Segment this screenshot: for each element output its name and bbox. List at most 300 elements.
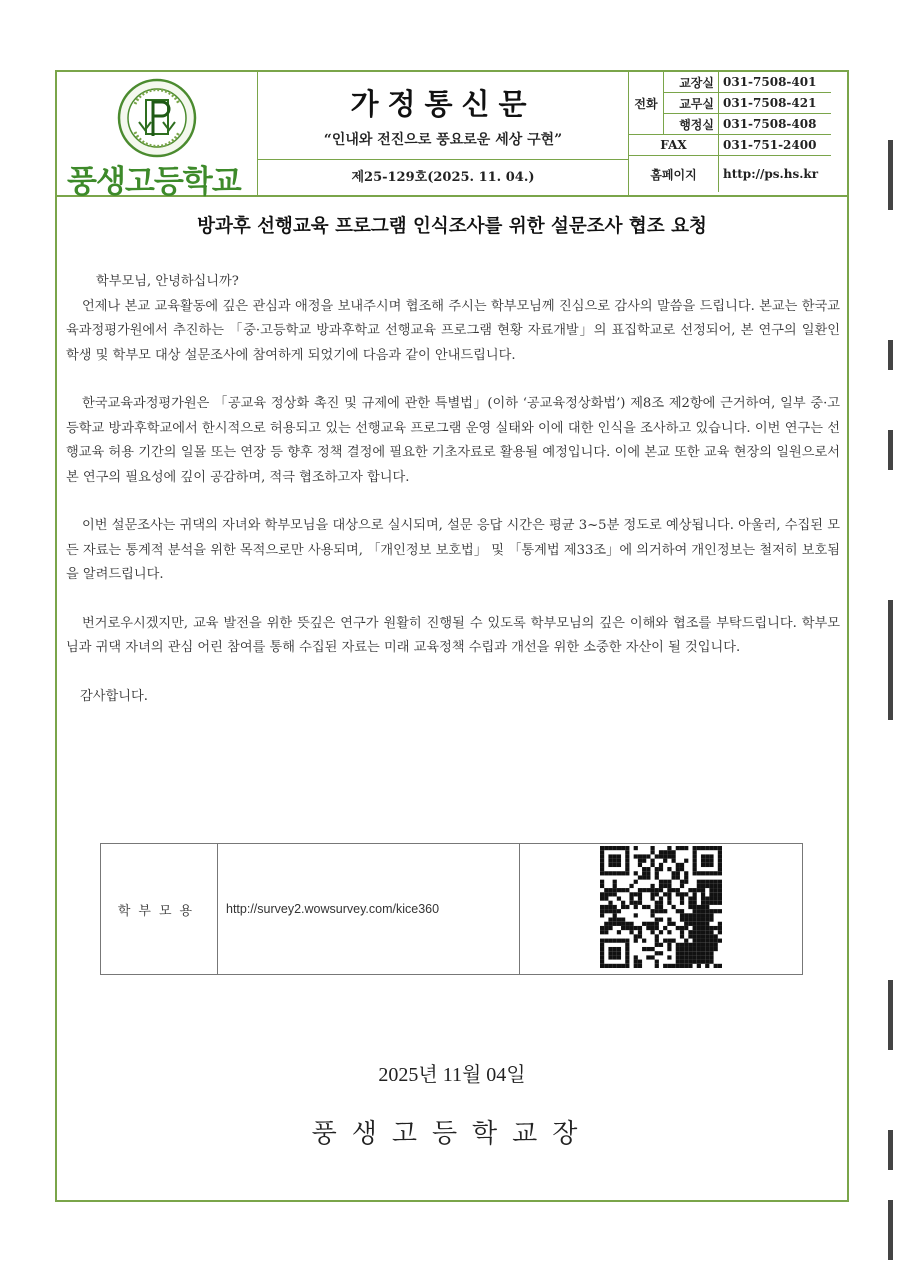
qr-module [667,930,671,934]
qr-module [625,943,629,947]
qr-module [608,918,612,922]
qr-module [604,964,608,968]
qr-module [718,909,722,913]
qr-module [676,892,680,896]
qr-module [693,926,697,930]
qr-module [655,909,659,913]
qr-module [659,880,663,884]
qr-module [684,913,688,917]
qr-module [613,951,617,955]
qr-module [608,888,612,892]
qr-module [629,901,633,905]
qr-module [697,934,701,938]
qr-module [650,863,654,867]
qr-module [705,939,709,943]
qr-module [680,926,684,930]
qr-module [642,854,646,858]
qr-module [663,854,667,858]
qr-module [617,888,621,892]
qr-module [667,947,671,951]
qr-module [625,871,629,875]
qr-module [613,955,617,959]
qr-module [701,909,705,913]
qr-module [676,943,680,947]
qr-module [705,884,709,888]
qr-module [638,863,642,867]
qr-module [684,871,688,875]
qr-module [608,892,612,896]
qr-module [672,854,676,858]
school-emblem-icon [115,78,199,158]
qr-module [667,943,671,947]
qr-module [663,884,667,888]
qr-module [701,863,705,867]
qr-module [680,947,684,951]
qr-module [701,918,705,922]
qr-module [646,955,650,959]
qr-module [709,960,713,964]
qr-module [701,926,705,930]
qr-module [709,854,713,858]
qr-module [714,901,718,905]
qr-module [709,909,713,913]
qr-module [655,939,659,943]
title-cell [258,72,628,160]
qr-module [642,905,646,909]
qr-module [600,880,604,884]
qr-module [600,905,604,909]
qr-module [634,854,638,858]
qr-module [655,943,659,947]
qr-module [646,947,650,951]
qr-module [693,960,697,964]
qr-module [693,901,697,905]
qr-module [705,854,709,858]
qr-module [688,960,692,964]
qr-module [676,960,680,964]
qr-module [650,850,654,854]
qr-module [680,863,684,867]
qr-module [667,846,671,850]
qr-module [625,859,629,863]
qr-module [655,964,659,968]
qr-module [650,896,654,900]
qr-module [676,867,680,871]
issue-number: 제25-129호(2025. 11. 04.) [351,170,535,185]
qr-module [613,922,617,926]
qr-module [608,964,612,968]
qr-module [600,926,604,930]
qr-module [709,888,713,892]
qr-module [650,846,654,850]
qr-module [693,854,697,858]
qr-module [621,939,625,943]
qr-module [600,846,604,850]
qr-module [604,922,608,926]
qr-module [709,913,713,917]
qr-module [617,854,621,858]
qr-module [680,934,684,938]
qr-module [680,901,684,905]
qr-module [621,905,625,909]
qr-module [613,880,617,884]
qr-module [705,947,709,951]
qr-module [697,905,701,909]
document-body [66,270,840,709]
qr-module [680,846,684,850]
qr-module [680,955,684,959]
qr-module [705,943,709,947]
qr-module [714,926,718,930]
qr-module [646,875,650,879]
qr-module [629,922,633,926]
qr-module [663,850,667,854]
qr-module [697,884,701,888]
qr-module [600,939,604,943]
qr-module [617,955,621,959]
qr-module [604,871,608,875]
qr-module [604,926,608,930]
qr-module [718,892,722,896]
qr-module [608,901,612,905]
qr-module [608,947,612,951]
qr-module [718,930,722,934]
qr-module [625,846,629,850]
qr-module [629,896,633,900]
qr-code-icon[interactable] [600,846,722,968]
qr-module [629,926,633,930]
qr-module [642,947,646,951]
qr-module [697,909,701,913]
qr-module [621,846,625,850]
school-logo-cell [57,72,258,200]
contact-info [628,72,848,195]
qr-module [672,888,676,892]
qr-module [705,913,709,917]
qr-module [638,892,642,896]
qr-module [688,913,692,917]
qr-module [684,939,688,943]
qr-module [650,922,654,926]
qr-module [718,850,722,854]
qr-module [701,888,705,892]
qr-module [693,892,697,896]
phone-group-label: 전화 [629,72,664,135]
qr-module [672,922,676,926]
qr-module [646,922,650,926]
qr-module [625,863,629,867]
qr-module [608,909,612,913]
qr-module [642,871,646,875]
qr-module [659,888,663,892]
qr-module [613,846,617,850]
qr-module [714,871,718,875]
qr-module [625,955,629,959]
qr-module [697,880,701,884]
qr-module [638,854,642,858]
qr-module [634,905,638,909]
qr-module [680,913,684,917]
qr-module [638,859,642,863]
qr-module [693,888,697,892]
qr-module [693,909,697,913]
qr-module [693,867,697,871]
qr-module [634,913,638,917]
qr-module [667,918,671,922]
qr-module [600,947,604,951]
school-motto: “인내와 전진으로 풍요로운 세상 구현” [323,132,563,148]
qr-module [634,871,638,875]
qr-module [621,918,625,922]
qr-module [608,951,612,955]
school-name: 풍생고등학교 [67,164,241,200]
qr-module [638,960,642,964]
qr-module [617,918,621,922]
qr-module [634,846,638,850]
qr-module [701,934,705,938]
qr-module [701,901,705,905]
qr-module [697,918,701,922]
qr-module [625,939,629,943]
qr-module [617,896,621,900]
qr-module [709,951,713,955]
qr-module [693,850,697,854]
qr-module [600,909,604,913]
qr-module [705,930,709,934]
qr-module [680,918,684,922]
homepage-label: 홈페이지 [629,156,719,193]
qr-module [659,896,663,900]
qr-module [684,892,688,896]
qr-module [672,859,676,863]
qr-module [634,960,638,964]
qr-module [604,909,608,913]
qr-module [684,875,688,879]
qr-module [705,922,709,926]
qr-module [709,871,713,875]
qr-module [659,901,663,905]
qr-module [701,951,705,955]
qr-module [697,888,701,892]
qr-module [659,909,663,913]
qr-module [701,846,705,850]
qr-module [617,951,621,955]
qr-module [688,896,692,900]
qr-module [709,939,713,943]
qr-module [718,863,722,867]
qr-module [659,943,663,947]
qr-module [655,854,659,858]
qr-module [684,964,688,968]
qr-module [613,905,617,909]
qr-module [701,960,705,964]
qr-module [718,964,722,968]
qr-module [617,939,621,943]
qr-module [663,909,667,913]
body-paragraph: 한국교육과정평가원은 「공교육 정상화 촉진 및 규제에 관한 특별법」(이하 ‘공교육정상화법’) 제8조 제2항에 근거하여, 일부 중·고등학교 방과후학교에서 한시적으로 허용되고 있는 선행교육 프로그램 운영 실태와 이에 대한 인식을 조사하고 있습니다. 이번 연구는 선행교육 허용 기간의 일몰 또는 연장 등 향후 정책 결정에 필요한 기초자료로 활용될 예정입니다. 이에 본교 또한 교육 현장의 일원으로서 본 연구의 필요성에 깊이 공감하며, 적극 협조하고자 합니다. [66,396,840,485]
qr-module [634,880,638,884]
qr-module [701,943,705,947]
qr-module [714,909,718,913]
qr-module [718,846,722,850]
qr-module [701,947,705,951]
qr-module [684,960,688,964]
qr-module [718,922,722,926]
qr-module [718,859,722,863]
qr-module [688,918,692,922]
qr-module [604,930,608,934]
qr-module [613,863,617,867]
qr-module [600,867,604,871]
qr-module [646,926,650,930]
qr-module [684,951,688,955]
qr-module [697,922,701,926]
contact-label: 교무실 [664,93,719,114]
qr-module [714,939,718,943]
qr-module [638,901,642,905]
qr-module [659,867,663,871]
qr-module [718,884,722,888]
qr-module [663,964,667,968]
qr-module [608,846,612,850]
qr-module [705,880,709,884]
qr-module [693,922,697,926]
qr-module [655,951,659,955]
qr-module [693,955,697,959]
qr-module [629,884,633,888]
body-paragraph: 언제나 본교 교육활동에 깊은 관심과 애정을 보내주시며 협조해 주시는 학부모님께 진심으로 감사의 말씀을 드립니다. 본교는 한국교육과정평가원에서 추진하는 「중·고등학교 방과후학교 선행교육 프로그램 현황 자료개발」의 표집학교로 선정되어, 본 연구의 일환인 학생 및 학부모 대상 설문조사에 참여하게 되었기에 다음과 같이 안내드립니다. [66,298,840,363]
qr-module [693,951,697,955]
qr-module [705,901,709,905]
qr-module [714,888,718,892]
qr-module [680,892,684,896]
qr-module [655,892,659,896]
qr-module [650,926,654,930]
qr-module [600,951,604,955]
qr-module [650,947,654,951]
qr-module [621,871,625,875]
qr-module [667,955,671,959]
qr-cell [520,844,803,975]
qr-module [709,955,713,959]
qr-module [676,955,680,959]
qr-module [705,951,709,955]
qr-module [659,854,663,858]
qr-module [617,846,621,850]
qr-module [650,909,654,913]
qr-module [672,871,676,875]
qr-module [625,951,629,955]
qr-module [650,884,654,888]
qr-module [680,960,684,964]
qr-module [638,964,642,968]
qr-module [701,871,705,875]
qr-module [705,934,709,938]
qr-module [705,926,709,930]
qr-module [600,871,604,875]
qr-module [693,913,697,917]
closing-thanks: 감사합니다. [80,688,148,704]
qr-module [684,947,688,951]
survey-url-link[interactable]: http://survey2.wowsurvey.com/kice360 [218,844,520,975]
qr-module [709,930,713,934]
qr-module [684,859,688,863]
qr-module [688,947,692,951]
qr-module [608,939,612,943]
qr-module [688,943,692,947]
qr-module [701,854,705,858]
qr-module [600,964,604,968]
qr-module [638,888,642,892]
qr-module [617,922,621,926]
qr-module [693,905,697,909]
qr-module [697,871,701,875]
homepage-link[interactable]: http://ps.hs.kr [719,156,832,193]
qr-module [697,960,701,964]
qr-module [709,892,713,896]
qr-module [613,859,617,863]
qr-module [634,939,638,943]
qr-module [701,939,705,943]
qr-module [701,913,705,917]
contact-number: 031-7508-401 [719,72,832,93]
qr-module [608,863,612,867]
qr-module [621,888,625,892]
qr-module [714,846,718,850]
qr-module [714,943,718,947]
qr-module [642,875,646,879]
qr-module [676,863,680,867]
greeting: 학부모님, 안녕하십니까? [96,274,239,289]
qr-module [676,871,680,875]
qr-module [680,951,684,955]
qr-module [600,913,604,917]
qr-module [701,884,705,888]
body-paragraph: 번거로우시겠지만, 교육 발전을 위한 뜻깊은 연구가 원활히 진행될 수 있도록 학부모님의 깊은 이해와 협조를 부탁드립니다. 학부모님과 귀댁 자녀의 관심 어린 참여를 통해 수집된 자료는 미래 교육정책 수립과 개선을 위한 소중한 자산이 될 것입니다. [66,615,840,655]
qr-module [697,926,701,930]
qr-module [705,905,709,909]
qr-module [659,863,663,867]
qr-module [634,955,638,959]
qr-module [604,888,608,892]
qr-module [693,934,697,938]
qr-module [659,905,663,909]
qr-module [604,846,608,850]
qr-module [667,896,671,900]
qr-module [672,905,676,909]
qr-module [672,850,676,854]
qr-module [638,896,642,900]
qr-module [709,863,713,867]
qr-module [608,926,612,930]
qr-module [659,850,663,854]
qr-module [688,901,692,905]
qr-module [600,896,604,900]
qr-module [718,926,722,930]
qr-module [600,960,604,964]
qr-module [650,888,654,892]
qr-module [701,880,705,884]
qr-module [684,918,688,922]
qr-module [600,943,604,947]
qr-module [613,939,617,943]
qr-module [650,930,654,934]
qr-module [663,926,667,930]
qr-module [705,846,709,850]
qr-module [680,884,684,888]
qr-module [718,901,722,905]
qr-module [693,863,697,867]
